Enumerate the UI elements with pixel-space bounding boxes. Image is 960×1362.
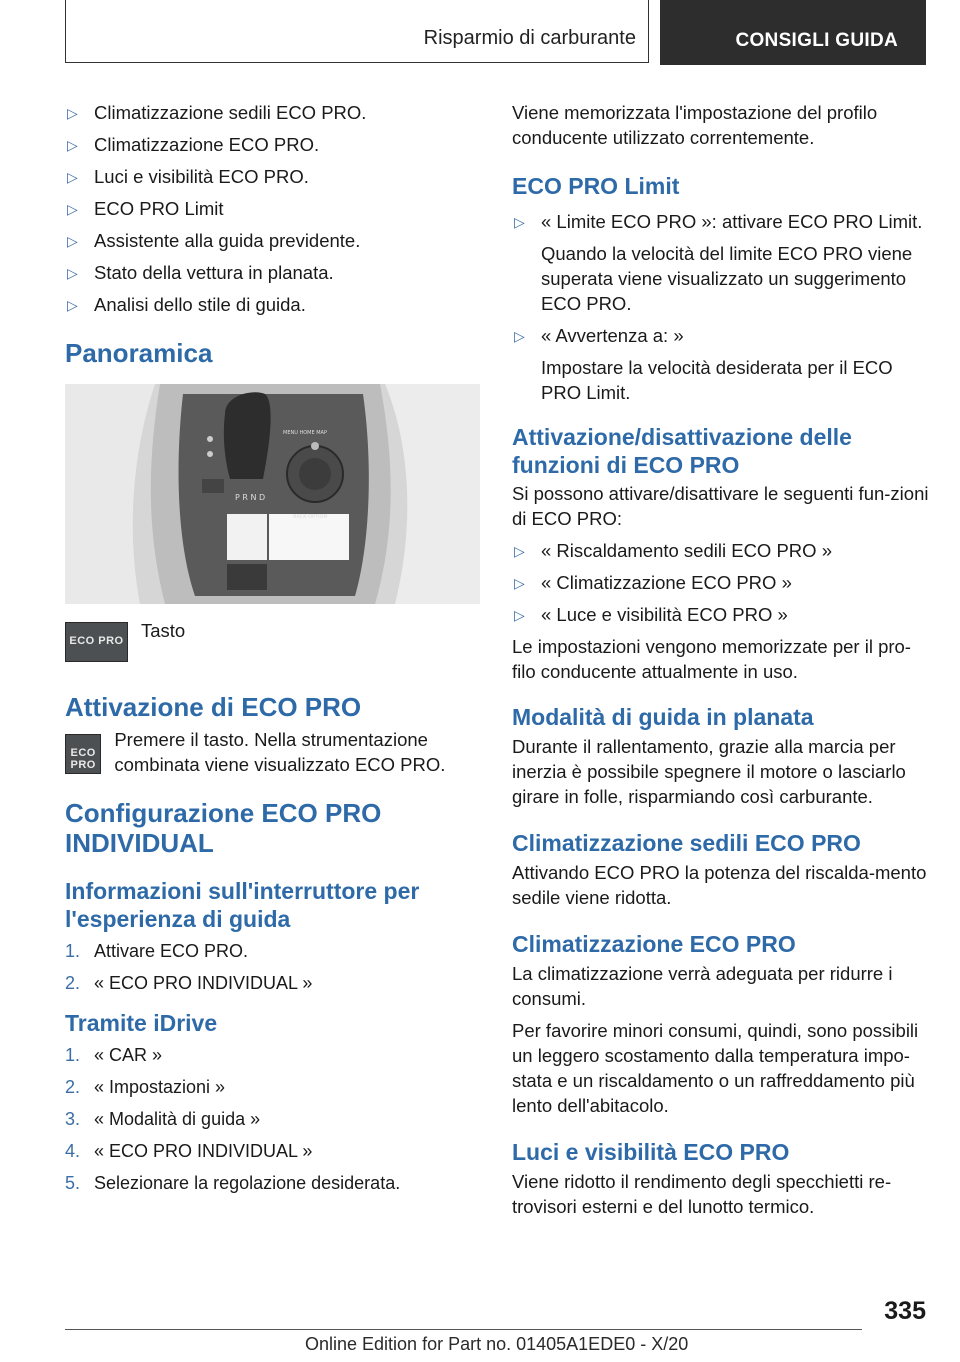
list-item: ▷ ECO PRO Limit (65, 196, 480, 221)
step-item: 3. « Modalità di guida » (65, 1109, 261, 1129)
list-item: ▷ Stato della vettura in planata. (65, 260, 480, 285)
list-item: ▷ Climatizzazione ECO PRO. (65, 132, 480, 157)
step-item: 4. « ECO PRO INDIVIDUAL » (65, 1141, 313, 1161)
triangle-bullet-icon: ▷ (67, 105, 78, 121)
heading-informazioni: Informazioni sull'interruttore per l'esperienza di guida (65, 878, 420, 932)
triangle-bullet-icon: ▷ (67, 265, 78, 281)
triangle-bullet-icon: ▷ (514, 328, 525, 344)
section-tab (65, 0, 649, 63)
triangle-bullet-icon: ▷ (67, 233, 78, 249)
chapter-title: CONSIGLI GUIDA (735, 30, 898, 51)
triangle-bullet-icon: ▷ (514, 575, 525, 591)
section-title: Risparmio di carburante (423, 27, 636, 49)
triangle-bullet-icon: ▷ (67, 201, 78, 217)
page-header (65, 0, 926, 65)
activation-block (65, 726, 480, 777)
button-legend (65, 622, 480, 662)
luci-text: Viene ridotto il rendimento degli specchietti re‐trovisori esterni e del lunotto termico. (512, 1171, 892, 1217)
activation-text: Premere il tasto. Nella strumentazione combinata viene visualizzato ECO PRO. (114, 729, 446, 775)
heading-idrive: Tramite iDrive (65, 1010, 218, 1036)
edition-note: Online Edition for Part no. 01405A1EDE0 - X/20 (305, 1334, 689, 1354)
step-item: 5. Selezionare la regolazione desiderata. (65, 1173, 401, 1193)
intro-text: Viene memorizzata l'impostazione del profilo conducente utilizzato correntemente. (512, 102, 878, 148)
step-item: 2. « ECO PRO INDIVIDUAL » (65, 973, 313, 993)
heading-planata: Modalità di guida in planata (512, 704, 814, 730)
chapter-tab (660, 0, 926, 65)
list-item: ▷ « Limite ECO PRO »: attivare ECO PRO Limit. Quando la velocità del limite ECO PRO viene superata viene visualizzato un suggerimento ECO PRO. (514, 211, 923, 314)
features-list (65, 100, 480, 317)
list-item: ▷ Analisi dello stile di guida. (65, 292, 480, 317)
clima-text-2: Per favorire minori consumi, quindi, sono possibili un leggero scostamento dalla temperatura impo‐stata e un riscaldamento o un raffreddamento più lento dell'abitacolo. (512, 1020, 919, 1116)
attdis-list (512, 538, 932, 627)
list-item: ▷ Luci e visibilità ECO PRO. (65, 164, 480, 189)
triangle-bullet-icon: ▷ (67, 297, 78, 313)
svg-text:P R N D: P R N D (235, 493, 266, 502)
attdis-text: Si possono attivare/disattivare le seguenti fun‐zioni di ECO PRO: (512, 483, 929, 529)
list-item: ▷ « Luce e visibilità ECO PRO » (512, 602, 932, 627)
triangle-bullet-icon: ▷ (67, 137, 78, 153)
heading-attivazione-disattivazione: Attivazione/disattivazione delle funzioni di ECO PRO (512, 424, 852, 478)
step-item: 1. « CAR » (65, 1045, 163, 1065)
center-console-image (65, 384, 480, 604)
heading-luci: Luci e visibilità ECO PRO (512, 1139, 790, 1165)
heading-eco-pro-limit: ECO PRO Limit (512, 173, 680, 199)
planata-text: Durante il rallentamento, grazie alla marcia per inerzia è possibile spegnere il motore o lasciarlo girare in folle, risparmiando così carburante. (512, 736, 906, 807)
page-number: 335 (884, 1297, 926, 1325)
eco-pro-button-image: ECO PRO (65, 622, 128, 662)
steps-info (65, 939, 480, 996)
eco-pro-button-image: ECO PRO (65, 734, 101, 774)
list-item: ▷ « Climatizzazione ECO PRO » (512, 570, 932, 595)
heading-configurazione: Configurazione ECO PRO INDIVIDUAL (65, 798, 382, 858)
step-item: 2. « Impostazioni » (65, 1077, 226, 1097)
list-item: ▷ Climatizzazione sedili ECO PRO. (65, 100, 480, 125)
list-item: ▷ « Riscaldamento sedili ECO PRO » (512, 538, 932, 563)
heading-climatizzazione: Climatizzazione ECO PRO (512, 931, 796, 957)
triangle-bullet-icon: ▷ (514, 214, 525, 230)
heading-climatizzazione-sedili: Climatizzazione sedili ECO PRO (512, 830, 861, 856)
list-item: ▷ Assistente alla guida previdente. (65, 228, 480, 253)
right-column (512, 100, 932, 1219)
footer-divider (65, 1329, 862, 1330)
left-column (65, 100, 480, 1203)
triangle-bullet-icon: ▷ (67, 169, 78, 185)
gear-selector-illustration (65, 384, 480, 604)
attdis-after-text: Le impostazioni vengono memorizzate per il pro‐filo conducente attualmente in uso. (512, 636, 911, 682)
steps-idrive (65, 1043, 480, 1196)
button-caption: Tasto (141, 620, 186, 641)
clima-text-1: La climatizzazione verrà adeguata per ridurre i consumi. (512, 963, 893, 1009)
svg-text:MENU HOME MAP: MENU HOME MAP (283, 430, 327, 436)
list-item: ▷ « Avvertenza a: » Impostare la velocità desiderata per il ECO PRO Limit. (514, 325, 893, 403)
svg-text:BACK OPTION: BACK OPTION (293, 514, 328, 520)
limit-list (512, 209, 932, 405)
heading-panoramica: Panoramica (65, 338, 213, 368)
triangle-bullet-icon: ▷ (514, 543, 525, 559)
triangle-bullet-icon: ▷ (514, 607, 525, 623)
step-item: 1. Attivare ECO PRO. (65, 941, 249, 961)
heading-attivazione: Attivazione di ECO PRO (65, 692, 362, 722)
sedili-text: Attivando ECO PRO la potenza del riscalda‐mento sedile viene ridotta. (512, 862, 927, 908)
